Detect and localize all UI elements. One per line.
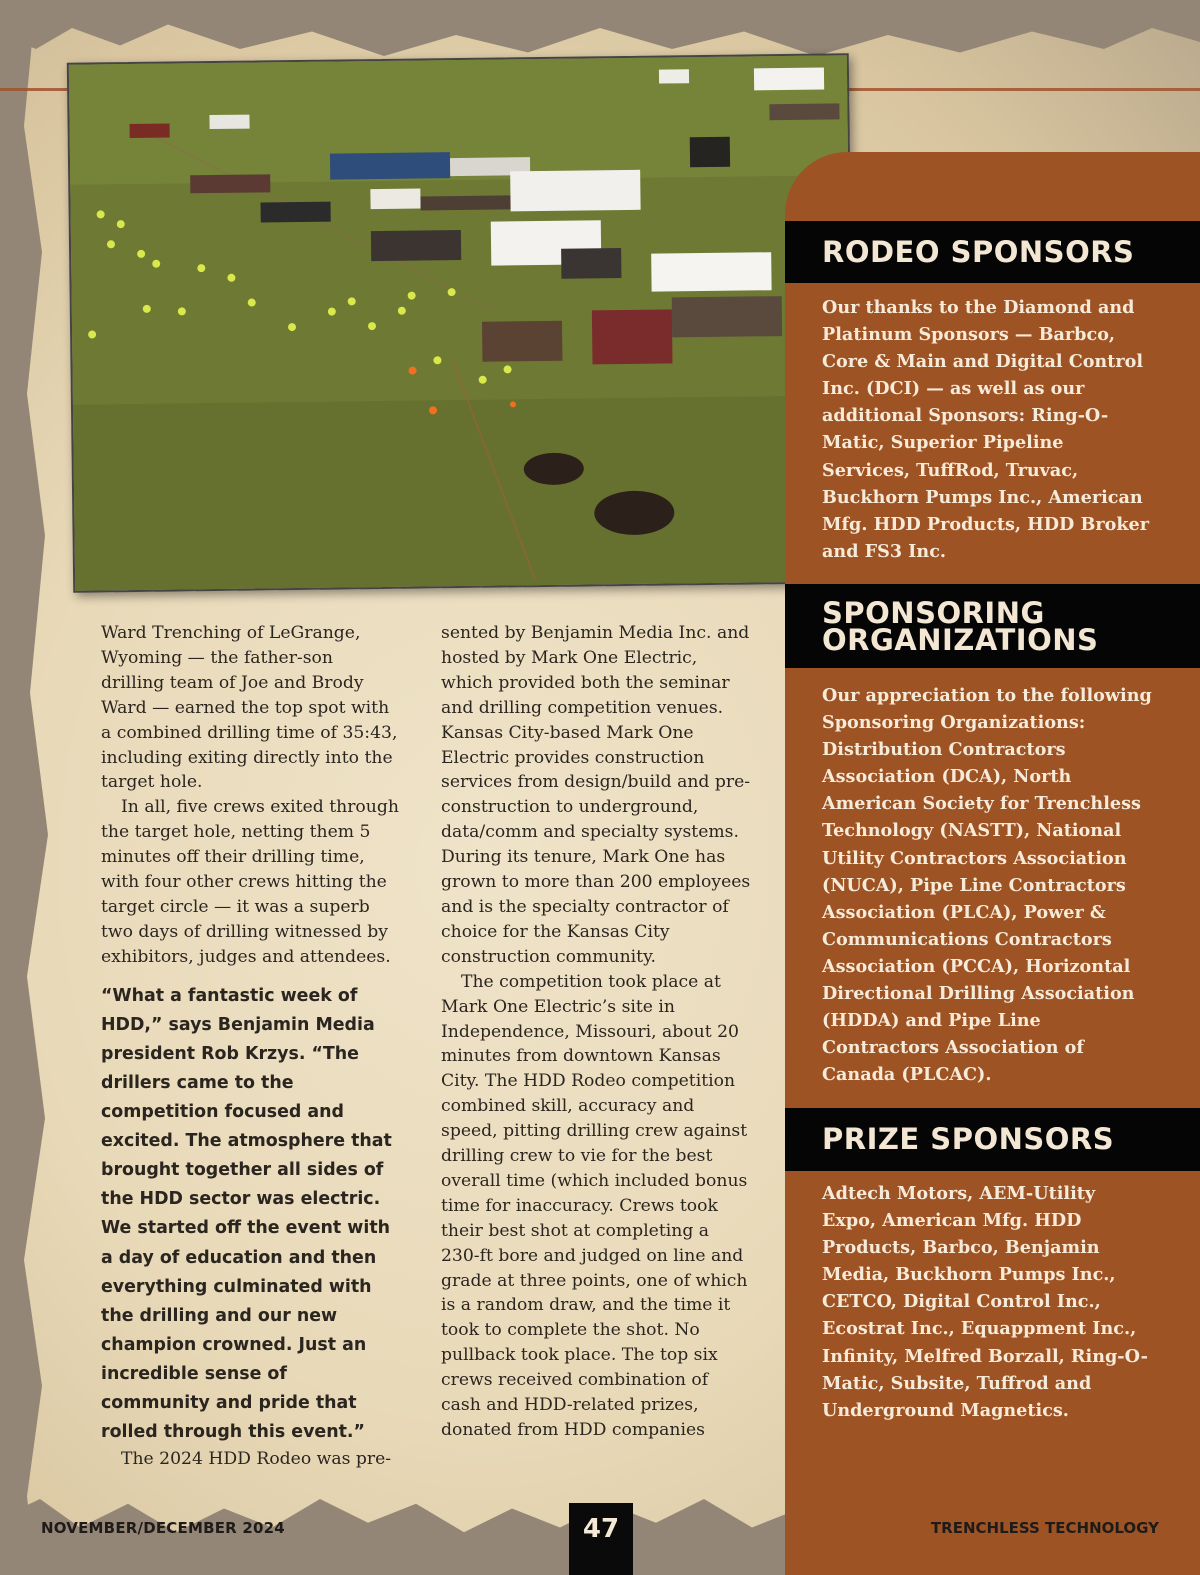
pull-quote: “What a fantastic week of HDD,” says Benjamin Media president Rob Krzys. “The drillers came to the competition focused and excited. The atmosphere that brought together all sides of the HDD sector was electric. We started off the event with a day of education and then everything culminated with the drilling and our new champion crowned. Just an incredible sense of community and pride that rolled through this event.” [101,985,392,1443]
heading-line: SPONSORING [822,596,1045,630]
prize-sponsors-text: Adtech Motors, AEM-Utility Expo, American Mfg. HDD Products, Barbco, Benjamin Media, Buckhorn Pumps Inc., CETCO, Digital Control Inc., Ecostrat Inc., Equappment Inc., Infinity, Melfred Borzall, Ring-O-Matic, Subsite, Tuffrod and Underground Magnetics. [822,1183,1148,1421]
article-paragraph: sented by Benjamin Media Inc. and hosted by Mark One Electric, which provided both the seminar and drilling competition venues. Kansas City-based Mark One Electric provides construction services from design/build and pre-construction to underground, data/comm and specialty systems. During its tenure, Mark One has grown to more than 200 employees and is the specialty contractor of choice for the Kansas City construction community. [441,623,751,967]
article-paragraph: Ward Trenching of LeGrange, Wyoming — the father-son drilling team of Joe and Brody Ward — earned the top spot with a combined drilling time of 35:43, including exiting directly into the target hole. [101,623,398,793]
article-paragraph: In all, five crews exited through the target hole, netting them 5 minutes off their drilling time, with four other crews hitting the target circle — it was a superb two days of drilling witnessed by exhibitors, judges and attendees. [101,797,399,967]
article-column-1 [101,621,401,1472]
article-paragraph: The competition took place at Mark One Electric’s site in Independence, Missouri, about 20 minutes from downtown Kansas City. The HDD Rodeo competition combined skill, accuracy and speed, pitting drilling crew against drilling crew to vie for the best overall time (which included bonus time for inaccuracy. Crews took their best shot at completing a 230-ft bore and judged on line and grade at three points, one of which is a random draw, and the time it took to complete the shot. No pullback took place. The top six crews received combination of cash and HDD-related prizes, donated from HDD companies [441,971,748,1440]
heading-line: ORGANIZATIONS [822,623,1099,657]
prize-sponsors-heading: PRIZE SPONSORS [785,1108,1200,1171]
issue-date: NOVEMBER/DECEMBER 2024 [41,1519,285,1537]
magazine-name: TRENCHLESS TECHNOLOGY [930,1519,1159,1537]
torn-paper-edge-left [0,0,60,1575]
rodeo-sponsors-text: Our thanks to the Diamond and Platinum Sponsors — Barbco, Core & Main and Digital Control Inc. (DCI) — as well as our additional Sponsors: Ring-O-Matic, Superior Pipeline Services, TuffRod, Truvac, Buckhorn Pumps Inc., American Mfg. HDD Products, HDD Broker and FS3 Inc. [822,297,1149,562]
aerial-photo-illustration [69,55,853,590]
article-column-2 [441,621,751,1443]
rodeo-sponsors-heading: RODEO SPONSORS [785,221,1200,283]
sponsoring-organizations-text: Our appreciation to the following Sponsoring Organizations: Distribution Contractors Association (DCA), North American Society for Trenchless Technology (NASTT), National Utility Contractors Association (NUCA), Pipe Line Contractors Association (PLCA), Power & Communications Contractors Association (PCCA), Horizontal Directional Drilling Association (HDDA) and Pipe Line Contractors Association of Canada (PLCAC). [822,685,1152,1086]
aerial-photo-drilling-site [67,53,855,593]
article-paragraph: The 2024 HDD Rodeo was pre- [121,1449,392,1470]
page-number: 47 [569,1503,633,1575]
sponsoring-organizations-heading [785,584,1200,668]
